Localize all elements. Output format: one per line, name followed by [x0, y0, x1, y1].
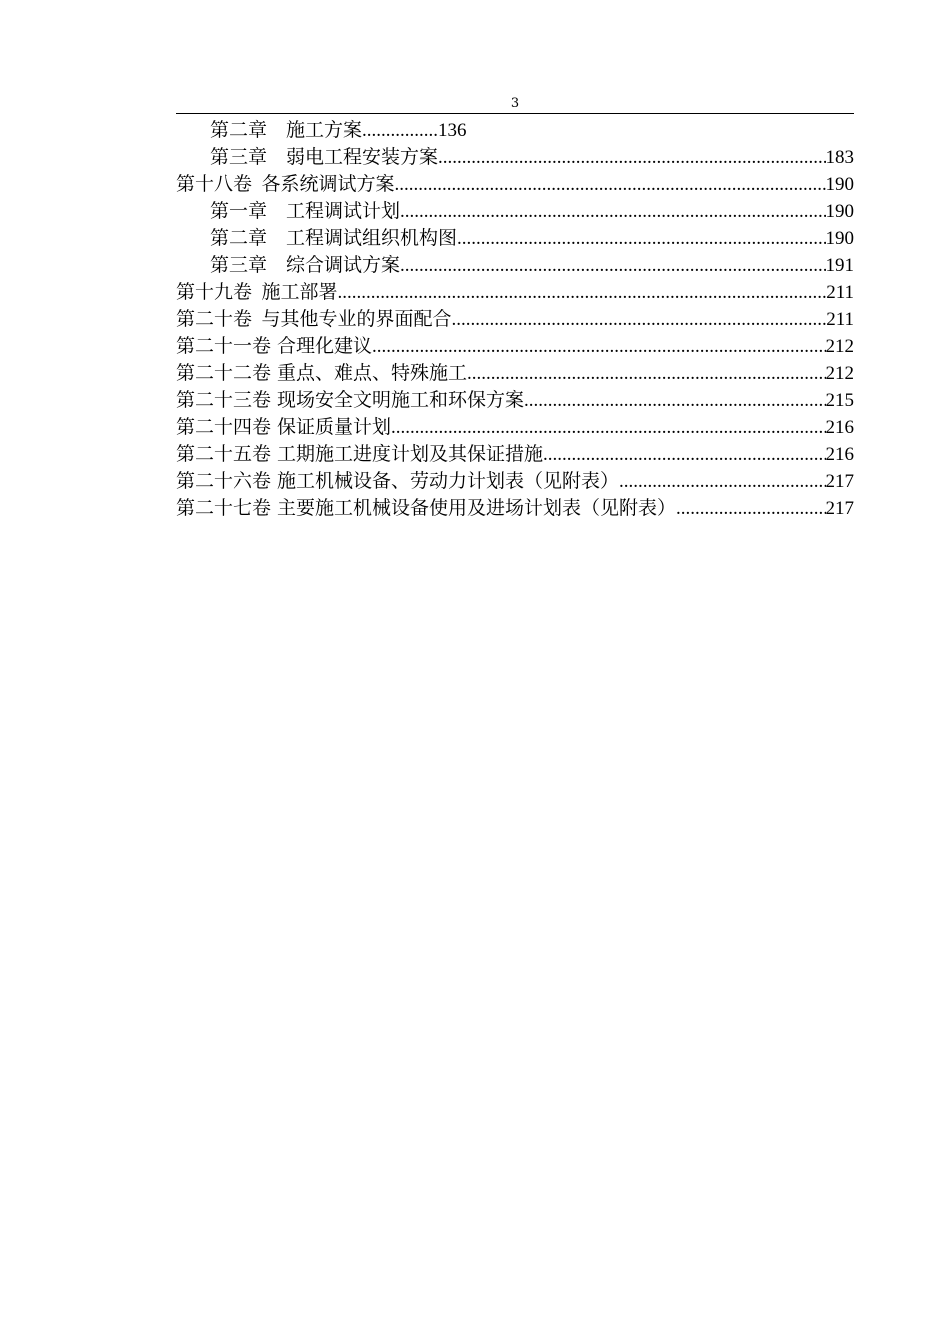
toc-entry-label: 第十九卷 施工部署 [176, 281, 338, 303]
toc-entry-page: 136 [438, 120, 467, 141]
toc-entry-page: 211 [826, 309, 854, 330]
toc-entry[interactable] [176, 387, 854, 414]
toc-entry-label: 第二十三卷 现场安全文明施工和环保方案 [176, 389, 525, 411]
toc-entry-label: 第三章 综合调试方案 [210, 254, 401, 276]
dot-leader [395, 171, 826, 198]
toc-entry-page: 190 [825, 174, 854, 195]
toc-entry-label: 第二十六卷 施工机械设备、劳动力计划表（见附表） [176, 470, 620, 492]
dot-leader [400, 198, 825, 225]
dot-leader [338, 279, 827, 306]
dot-leader [452, 306, 827, 333]
table-of-contents [176, 117, 854, 522]
toc-entry-label: 第二章 工程调试组织机构图 [210, 227, 458, 249]
toc-entry-page: 191 [825, 255, 854, 276]
toc-entry[interactable] [176, 252, 854, 279]
toc-entry-page: 211 [826, 282, 854, 303]
toc-entry-label: 第二十卷 与其他专业的界面配合 [176, 308, 452, 330]
toc-entry-label: 第一章 工程调试计划 [210, 200, 401, 222]
toc-entry[interactable] [176, 333, 854, 360]
dot-leader [676, 495, 825, 522]
dot-leader [457, 225, 825, 252]
toc-entry-page: 212 [825, 363, 854, 384]
toc-entry-page: 183 [825, 147, 854, 168]
toc-entry-label: 第二十二卷 重点、难点、特殊施工 [176, 362, 468, 384]
dot-leader [438, 144, 825, 171]
toc-entry-page: 217 [825, 471, 854, 492]
toc-entry-label: 第三章 弱电工程安装方案 [210, 146, 439, 168]
toc-entry[interactable] [176, 360, 854, 387]
dot-leader [400, 252, 825, 279]
toc-entry[interactable] [176, 441, 854, 468]
dot-leader [619, 468, 825, 495]
dot-leader [372, 333, 825, 360]
toc-entry-label: 第二十五卷 工期施工进度计划及其保证措施 [176, 443, 544, 465]
dot-leader [543, 441, 825, 468]
toc-entry-label: 第二章 施工方案 [210, 119, 363, 141]
toc-entry-label: 第十八卷 各系统调试方案 [176, 173, 395, 195]
toc-entry[interactable] [176, 306, 854, 333]
toc-entry[interactable] [176, 198, 854, 225]
header-rule [176, 113, 854, 114]
toc-entry-page: 216 [825, 444, 854, 465]
toc-entry-label: 第二十四卷 保证质量计划 [176, 416, 392, 438]
toc-entry-page: 216 [825, 417, 854, 438]
toc-entry[interactable] [176, 414, 854, 441]
toc-entry-label: 第二十一卷 合理化建议 [176, 335, 373, 357]
toc-entry[interactable] [176, 117, 854, 144]
toc-entry-label: 第二十七卷 主要施工机械设备使用及进场计划表（见附表） [176, 497, 677, 519]
dot-leader [467, 360, 825, 387]
toc-entry[interactable] [176, 225, 854, 252]
toc-entry-page: 190 [825, 201, 854, 222]
dot-leader [524, 387, 825, 414]
toc-entry[interactable] [176, 279, 854, 306]
toc-entry-page: 212 [825, 336, 854, 357]
toc-entry[interactable] [176, 144, 854, 171]
toc-entry[interactable] [176, 171, 854, 198]
toc-entry[interactable] [176, 468, 854, 495]
toc-entry-page: 217 [825, 498, 854, 519]
dot-leader [362, 117, 438, 144]
dot-leader [391, 414, 825, 441]
toc-entry[interactable] [176, 495, 854, 522]
toc-entry-page: 190 [825, 228, 854, 249]
page-number: 3 [510, 96, 520, 111]
toc-entry-page: 215 [825, 390, 854, 411]
